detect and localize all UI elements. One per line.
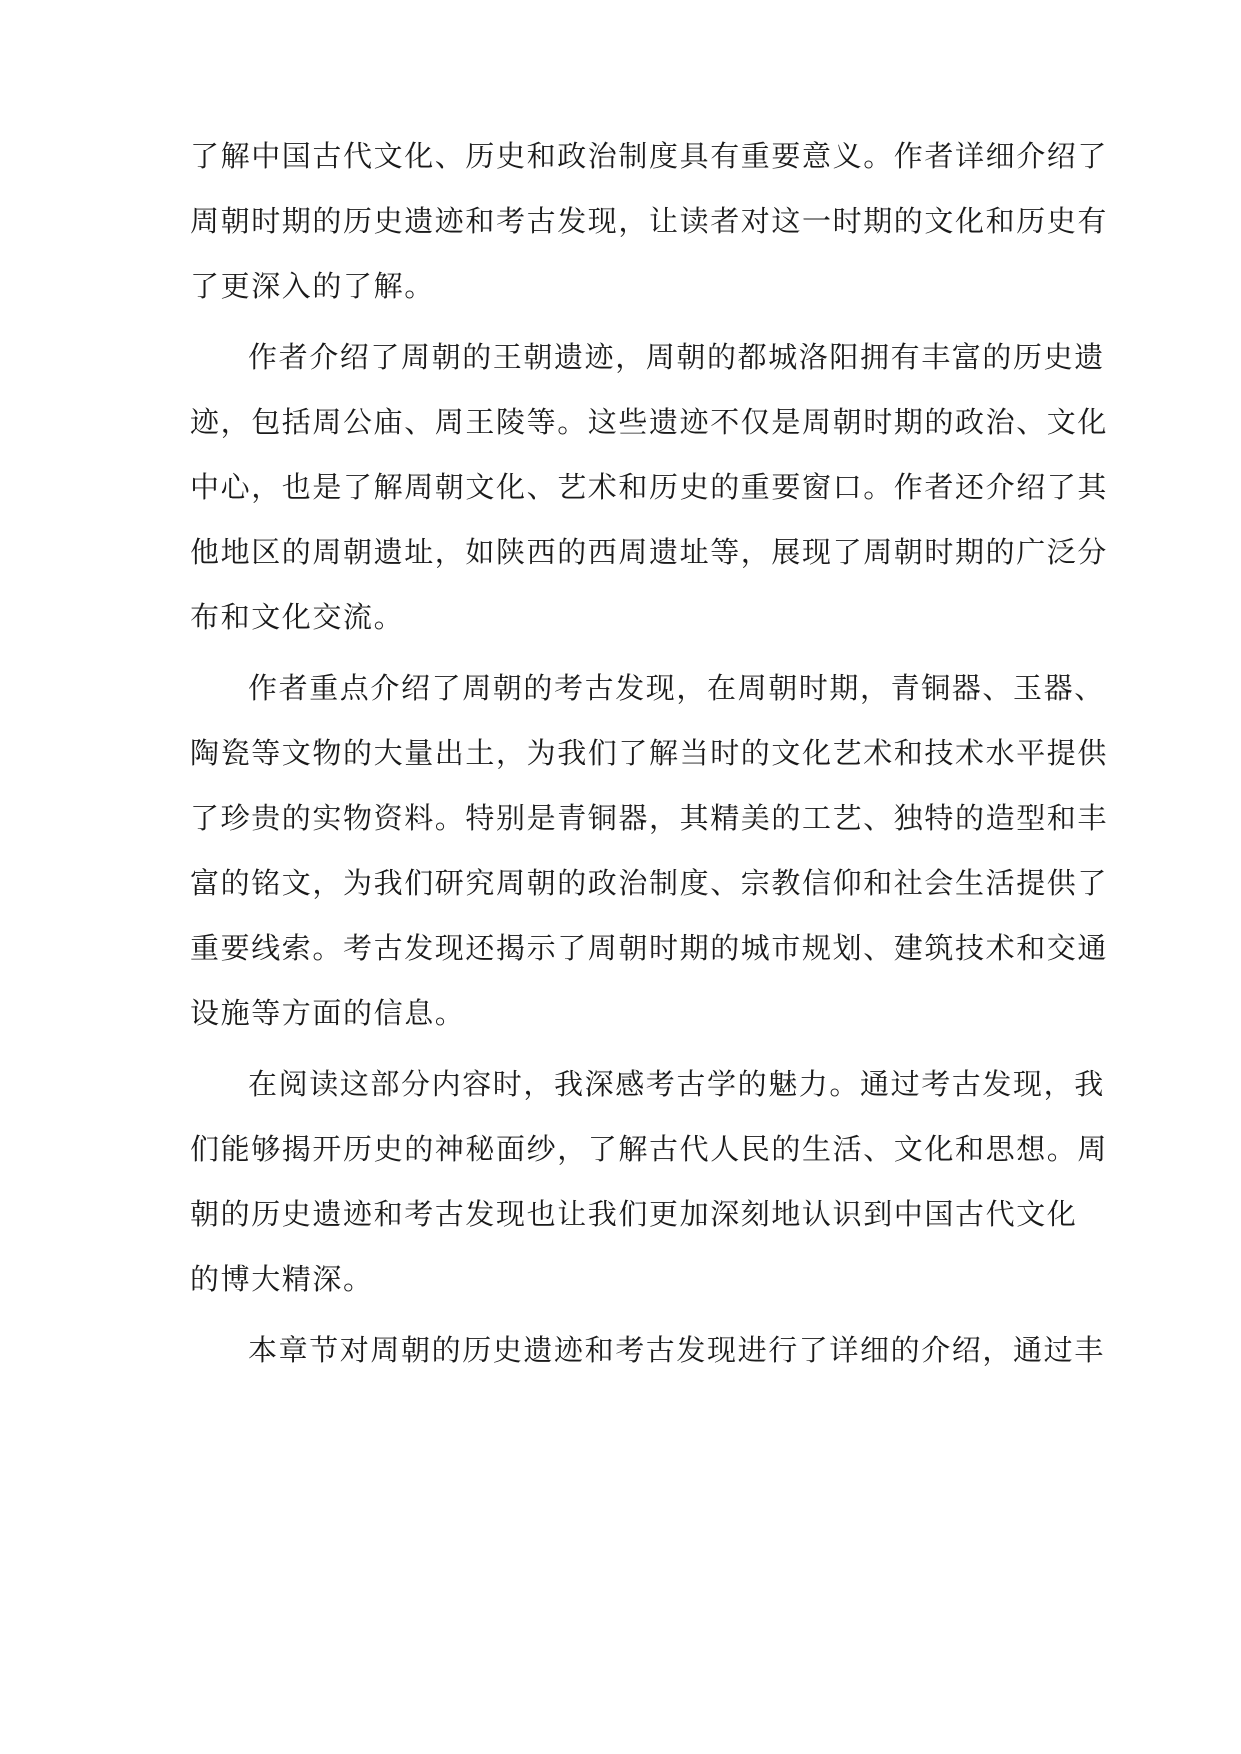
text-line: 了解中国古代文化、历史和政治制度具有重要意义。作者详细介绍了 — [190, 139, 1109, 173]
paragraph-first-line: 作者介绍了周朝的王朝遗迹，周朝的都城洛阳拥有丰富的历史遗 — [248, 340, 1105, 374]
paragraph-first-line: 本章节对周朝的历史遗迹和考古发现进行了详细的介绍，通过丰 — [248, 1333, 1105, 1367]
text-line: 中心，也是了解周朝文化、艺术和历史的重要窗口。作者还介绍了其 — [190, 470, 1109, 504]
paragraph-first-line: 作者重点介绍了周朝的考古发现，在周朝时期，青铜器、玉器、 — [248, 671, 1105, 705]
text-line: 重要线索。考古发现还揭示了周朝时期的城市规划、建筑技术和交通 — [190, 931, 1109, 965]
text-line: 们能够揭开历史的神秘面纱，了解古代人民的生活、文化和思想。周 — [190, 1132, 1109, 1166]
text-line: 朝的历史遗迹和考古发现也让我们更加深刻地认识到中国古代文化 — [190, 1197, 1078, 1231]
paragraph-first-line: 在阅读这部分内容时，我深感考古学的魅力。通过考古发现，我 — [248, 1067, 1105, 1101]
text-line: 迹，包括周公庙、周王陵等。这些遗迹不仅是周朝时期的政治、文化 — [190, 405, 1109, 439]
text-line: 陶瓷等文物的大量出土，为我们了解当时的文化艺术和技术水平提供 — [190, 736, 1109, 770]
text-line: 了珍贵的实物资料。特别是青铜器，其精美的工艺、独特的造型和丰 — [190, 801, 1109, 835]
text-line: 的博大精深。 — [190, 1262, 374, 1296]
text-line: 他地区的周朝遗址，如陕西的西周遗址等，展现了周朝时期的广泛分 — [190, 535, 1109, 569]
text-line: 周朝时期的历史遗迹和考古发现，让读者对这一时期的文化和历史有 — [190, 204, 1109, 238]
text-line: 设施等方面的信息。 — [190, 996, 466, 1030]
text-line: 布和文化交流。 — [190, 600, 405, 634]
text-line: 富的铭文，为我们研究周朝的政治制度、宗教信仰和社会生活提供了 — [190, 866, 1109, 900]
text-line: 了更深入的了解。 — [190, 269, 435, 303]
